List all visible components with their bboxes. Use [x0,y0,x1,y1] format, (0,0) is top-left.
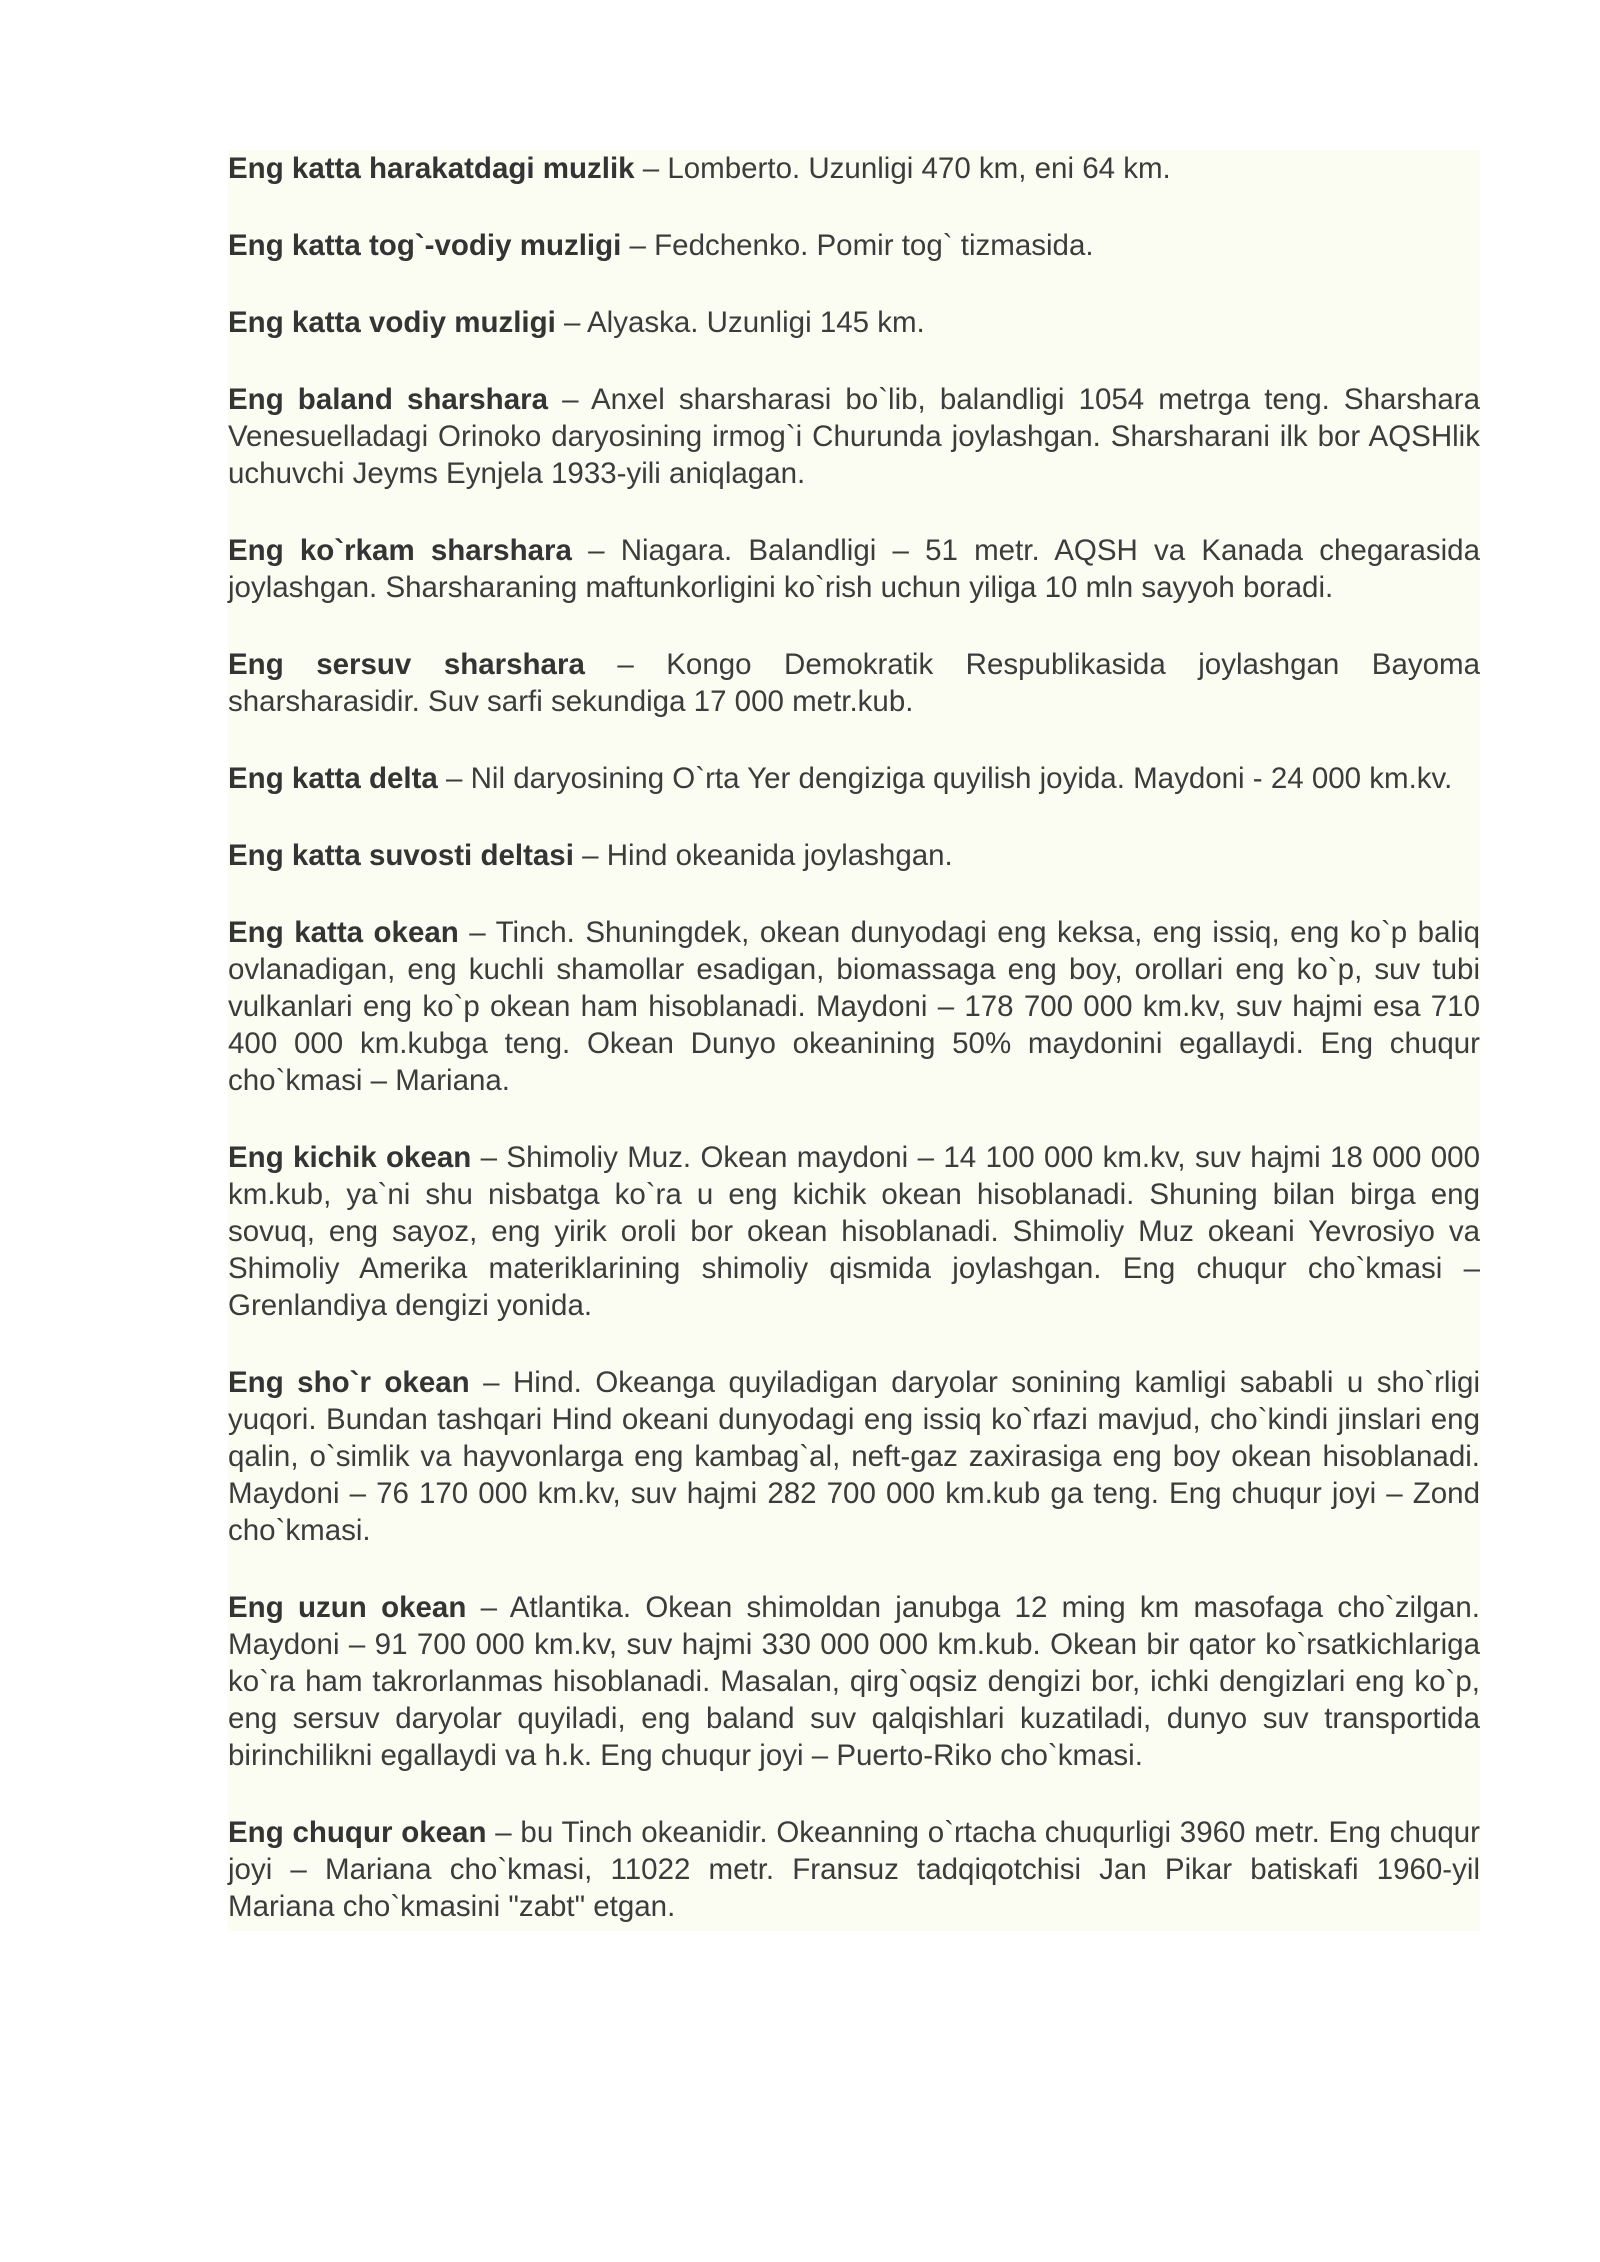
entry-term: Eng katta tog`-vodiy muzligi [228,229,622,262]
entry-term: Eng sho`r okean [228,1366,470,1399]
entry-largest-ocean [228,914,1480,1099]
entry-most-voluminous-waterfall [228,646,1480,720]
entry-largest-underwater-delta [228,837,1480,874]
entry-text: – Anxel sharsharasi bo`lib, balandligi 1054 metrga teng. Sharshara Venesuelladagi Orinoko daryosining irmog`i Churunda joylashgan. Sharsharani ilk bor AQSHlik uchuvchi Jeyms Eynjela 1933-yili aniqlagan. [228,383,1480,490]
entry-term: Eng chuqur okean [228,1816,487,1849]
entry-text: – Fedchenko. Pomir tog` tizmasida. [621,229,1094,262]
entry-largest-delta [228,760,1480,797]
entry-text: – Hind okeanida joylashgan. [573,839,953,872]
entry-text: – Niagara. Balandligi – 51 metr. AQSH va Kanada chegarasida joylashgan. Sharsharaning maftunkorligini ko`rish uchun yiliga 10 mln sayyoh boradi. [228,534,1480,604]
entry-largest-mountain-valley-glacier [228,227,1480,264]
entry-term: Eng katta delta [228,762,438,795]
entry-term: Eng uzun okean [228,1591,467,1624]
entry-text: – Tinch. Shuningdek, okean dunyodagi eng keksa, eng issiq, eng ko`p baliq ovlanadigan, eng kuchli shamollar esadigan, biomassaga eng boy, orollari eng ko`p, suv tubi vulkanlari eng ko`p okean ham hisoblanadi. Maydoni – 178 700 000 km.kv, suv hajmi esa 710 400 000 km.kubga teng. Okean Dunyo okeanining 50% maydonini egallaydi. Eng chuqur cho`kmasi – Mariana. [228,916,1480,1097]
entry-term: Eng ko`rkam sharshara [228,534,572,567]
entry-largest-moving-glacier [228,150,1480,187]
entry-term: Eng katta suvosti deltasi [228,839,574,872]
entry-text: – Kongo Demokratik Respublikasida joylashgan Bayoma sharsharasidir. Suv sarfi sekundiga 17 000 metr.kub. [228,648,1480,718]
entry-text: – Hind. Okeanga quyiladigan daryolar sonining kamligi sababli u sho`rligi yuqori. Bundan tashqari Hind okeani dunyodagi eng issiq ko`rfazi mavjud, cho`kindi jinslari eng qalin, o`simlik va hayvonlarga eng kambag`al, neft-gaz zaxirasiga eng boy okean hisoblanadi. Maydoni – 76 170 000 km.kv, suv hajmi 282 700 000 km.kub ga teng. Eng chuqur joyi – Zond cho`kmasi. [228,1366,1480,1547]
entry-term: Eng kichik okean [228,1141,472,1174]
entry-text: – Shimoliy Muz. Okean maydoni – 14 100 000 km.kv, suv hajmi 18 000 000 km.kub, ya`ni shu nisbatga ko`ra u eng kichik okean hisoblanadi. Shuning bilan birga eng sovuq, eng sayoz, eng yirik oroli bor okean hisoblanadi. Shimoliy Muz okeani Yevrosiyo va Shimoliy Amerika materiklarining shimoliy qismida joylashgan. Eng chuqur cho`kmasi – Grenlandiya dengizi yonida. [228,1141,1480,1322]
entry-deepest-ocean [228,1814,1480,1925]
entry-term: Eng baland sharshara [228,383,548,416]
entry-text: – Atlantika. Okean shimoldan janubga 12 ming km masofaga cho`zilgan. Maydoni – 91 700 000 km.kv, suv hajmi 330 000 000 km.kub. Okean bir qator ko`rsatkichlariga ko`ra ham takrorlanmas hisoblanadi. Masalan, qirg`oqsiz dengizi bor, ichki dengizlari eng ko`p, eng sersuv daryolar quyiladi, eng baland suv qalqishlari kuzatiladi, dunyo suv transportida birinchilikni egallaydi va h.k. Eng chuqur joyi – Puerto-Riko cho`kmasi. [228,1591,1480,1772]
entry-text: – Alyaska. Uzunligi 145 km. [555,306,925,339]
entry-text: – Lomberto. Uzunligi 470 km, eni 64 km. [634,152,1171,185]
entry-largest-valley-glacier [228,304,1480,341]
entry-text: – Nil daryosining O`rta Yer dengiziga quyilish joyida. Maydoni - 24 000 km.kv. [437,762,1453,795]
entry-term: Eng katta vodiy muzligi [228,306,556,339]
entry-term: Eng katta okean [228,916,459,949]
entry-text: – bu Tinch okeanidir. Okeanning o`rtacha chuqurligi 3960 metr. Eng chuqur joyi – Mariana cho`kmasi, 11022 metr. Fransuz tadqiqotchisi Jan Pikar batiskafi 1960-yil Mariana cho`kmasini "zabt" etgan. [228,1816,1480,1923]
document-body [228,150,1480,1931]
entry-most-beautiful-waterfall [228,532,1480,606]
entry-saltiest-ocean [228,1364,1480,1549]
entry-smallest-ocean [228,1139,1480,1324]
entry-highest-waterfall [228,381,1480,492]
entry-longest-ocean [228,1589,1480,1774]
entry-term: Eng katta harakatdagi muzlik [228,152,635,185]
entry-term: Eng sersuv sharshara [228,648,585,681]
